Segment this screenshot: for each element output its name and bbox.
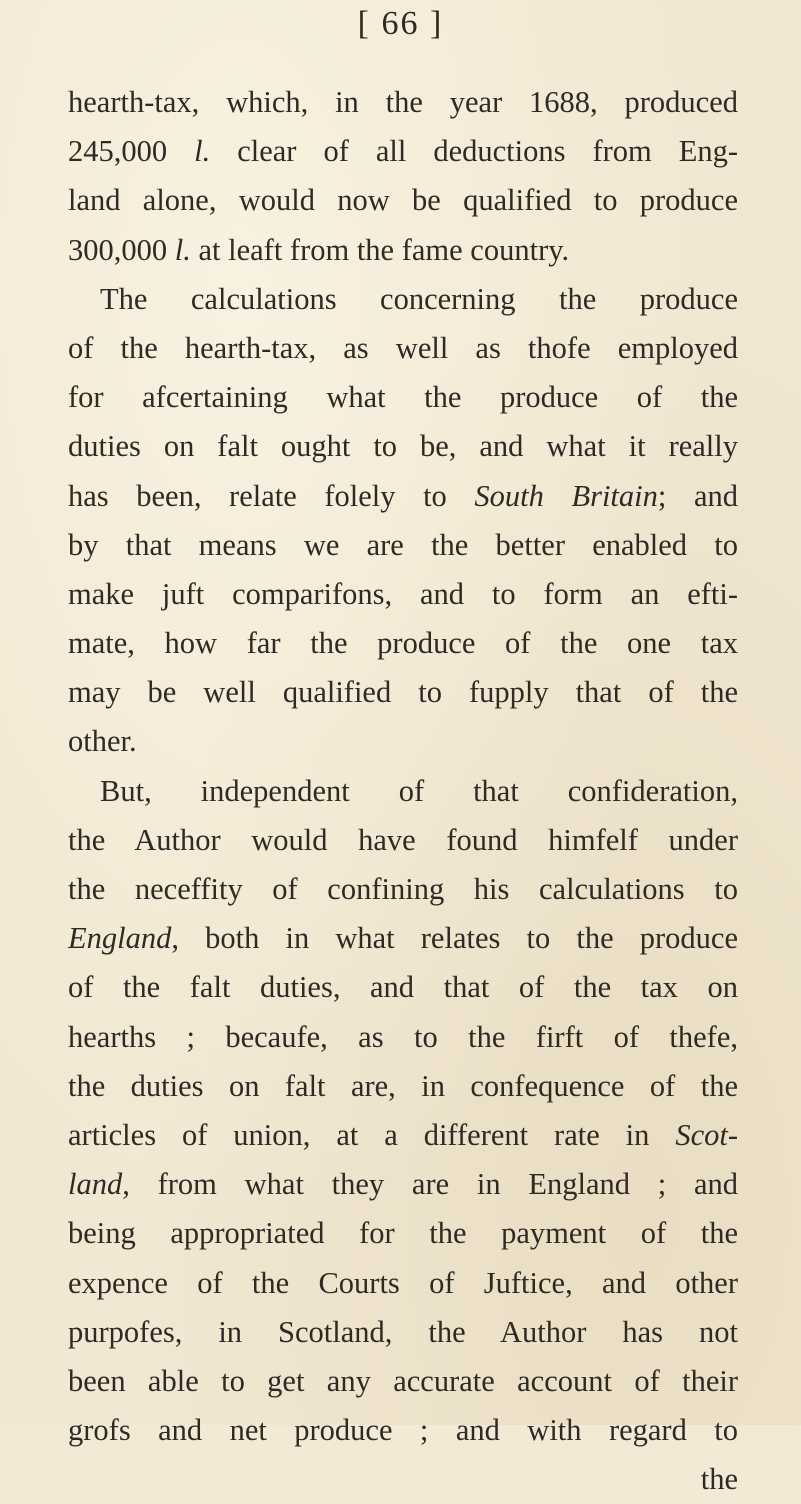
page-number: [ 66 ] xyxy=(357,5,444,42)
text-line: may be well qualified to fupply that of the xyxy=(68,675,738,710)
text-line: hearths ; becaufe, as to the firft of thefe, xyxy=(68,1019,738,1054)
text-line: of the falt duties, and that of the tax on xyxy=(68,970,738,1005)
text-line: England, both in what relates to the produce xyxy=(68,921,738,956)
text-line: the Author would have found himfelf under xyxy=(68,822,738,857)
text-line: has been, relate folely to South Britain; and xyxy=(68,478,738,513)
text-line: being appropriated for the payment of the xyxy=(68,1216,738,1251)
text-line: 245,000 l. clear of all deductions from Eng- xyxy=(68,134,739,169)
text-line: duties on falt ought to be, and what it really xyxy=(68,429,738,464)
text-line: for afcertaining what the produce of the xyxy=(68,380,738,415)
text-line: But, independent of that confideration, xyxy=(100,773,738,808)
text-line: 300,000 l. at leaft from the fame country. xyxy=(68,232,570,267)
text-line: been able to get any accurate account of their xyxy=(68,1363,738,1398)
text-line: mate, how far the produce of the one tax xyxy=(68,626,738,661)
text-line: The calculations concerning the produce xyxy=(100,281,738,316)
text-line: expence of the Courts of Juftice, and other xyxy=(68,1265,738,1300)
text-line: purpofes, in Scotland, the Author has not xyxy=(68,1314,738,1349)
text-line: articles of union, at a different rate in Scot- xyxy=(68,1117,738,1152)
text-line: by that means we are the better enabled to xyxy=(68,527,738,562)
text-line: of the hearth-tax, as well as thofe employed xyxy=(68,330,738,365)
text-line: grofs and net produce ; and with regard to xyxy=(68,1413,738,1448)
text-line: land, from what they are in England ; and xyxy=(68,1167,738,1202)
catchword: the xyxy=(700,1462,738,1497)
text-line: land alone, would now be qualified to produce xyxy=(68,183,738,218)
text-line: make juft comparifons, and to form an efti- xyxy=(68,576,738,611)
text-line: the duties on falt are, in confequence of the xyxy=(68,1068,738,1103)
body-text xyxy=(68,78,738,1504)
text-line: other. xyxy=(68,724,137,759)
text-line: the neceffity of confining his calculations to xyxy=(68,872,738,906)
text-line: hearth-tax, which, in the year 1688, produced xyxy=(68,85,738,119)
